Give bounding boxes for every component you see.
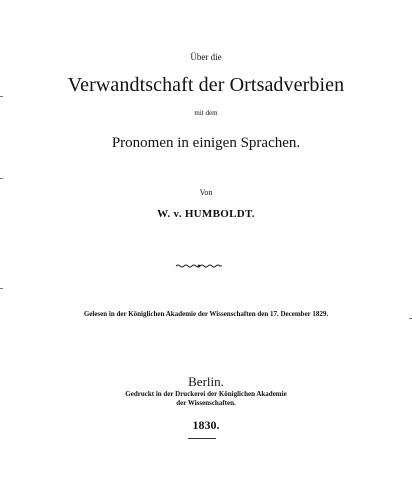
title-connector: mit dem — [194, 109, 218, 117]
scan-edge-mark — [0, 96, 3, 97]
document-subtitle: Pronomen in einigen Sprachen. — [111, 135, 301, 151]
publication-year: 1830. — [192, 418, 220, 432]
presentation-note: Gelesen in der Königlichen Akademie der Wissenschaften den 17. December 1829. — [83, 310, 329, 318]
printer-line-1: Gedruckt in der Druckerei der Königlichen Akademie — [125, 390, 287, 398]
publication-place: Berlin. — [188, 374, 224, 389]
pre-title: Über die — [190, 52, 222, 62]
by-label: Von — [199, 188, 213, 197]
scan-edge-mark — [0, 288, 3, 289]
printer-line-2: der Wissenschaften. — [176, 399, 236, 407]
scan-edge-mark — [0, 178, 3, 179]
document-title: Verwandtschaft der Ortsadverbien — [67, 74, 345, 96]
ornament-divider-icon — [175, 263, 223, 269]
bottom-rule — [188, 438, 216, 439]
author-name: W. v. HUMBOLDT. — [157, 208, 255, 220]
